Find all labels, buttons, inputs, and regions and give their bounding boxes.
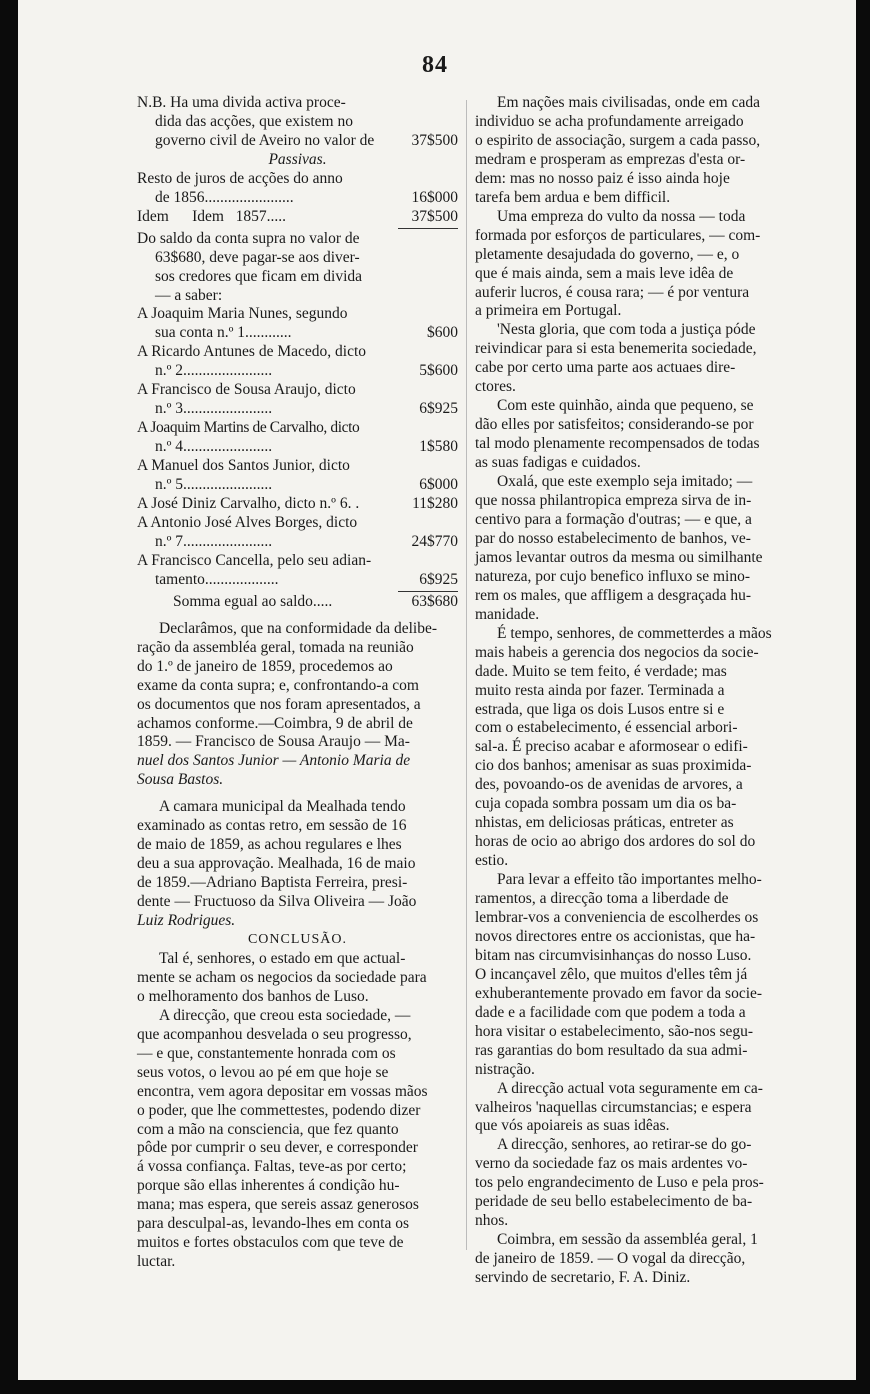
text-line: centivo para a formação d'outras; — e que, a xyxy=(475,510,752,528)
text-line: Coimbra, em sessão da assembléa geral, 1 xyxy=(497,1231,758,1249)
scan-edge-bottom xyxy=(0,1380,870,1394)
creditor-list xyxy=(137,305,458,611)
camara-line: A camara municipal da Mealhada tendo xyxy=(159,798,406,816)
direccao-line: encontra, vem agora depositar em vossas mãos xyxy=(137,1082,428,1100)
direccao-line: mana; mas espera, que sereis assaz generosos xyxy=(137,1196,419,1214)
declaramos-line: nuel dos Santos Junior — Antonio Maria de xyxy=(137,752,411,770)
text-line: Em nações mais civilisadas, onde em cada xyxy=(497,94,760,111)
text-line: nistração. xyxy=(475,1060,535,1078)
text-line: O incançavel zêlo, que muitos d'elles têm já xyxy=(475,965,748,983)
text-line: A direcção, senhores, ao retirar-se do go- xyxy=(497,1136,752,1154)
text-line: nhos. xyxy=(475,1212,509,1230)
creditor-name: A Joaquim Martins de Carvalho, dicto xyxy=(137,419,360,437)
text-line: Uma empreza do vulto da nossa — toda xyxy=(497,207,746,225)
text-line: ctores. xyxy=(475,378,516,396)
text-line: cabe por certo uma parte aos actuaes dire- xyxy=(475,359,736,377)
creditor-row xyxy=(137,571,458,590)
creditor-row xyxy=(137,495,458,514)
text-line: reivindicar para si esta benemerita sociedade, xyxy=(475,340,757,358)
creditor-entry xyxy=(137,419,458,457)
creditor-detail: n.º 3....................... xyxy=(155,400,273,418)
creditor-name: A José Diniz Carvalho, dicto n.º 6. . xyxy=(137,495,360,513)
creditor-entry xyxy=(137,305,458,343)
saldo-line: Do saldo da conta supra no valor de xyxy=(137,229,360,247)
nb-line-1: N.B. Ha uma divida activa proce- xyxy=(137,94,346,111)
text-line: manidade. xyxy=(475,605,540,623)
direccao-line: porque são ellas inherentes á condição hu- xyxy=(137,1177,400,1195)
idem-row xyxy=(137,208,458,227)
text-line: com o estabelecimento, é essencial arbori- xyxy=(475,719,738,737)
text-line: par do nosso estabelecimento de banhos, ve- xyxy=(475,529,751,547)
text-line: medram e prosperam as emprezas d'esta or- xyxy=(475,150,746,168)
conclusao-line: Tal é, senhores, o estado em que actual- xyxy=(159,949,406,967)
declaramos-line: achamos conforme.—Coimbra, 9 de abril de xyxy=(137,714,413,732)
text-line: verno da sociedade faz os mais ardentes vo- xyxy=(475,1155,748,1173)
direccao-line: pôde por cumprir o seu dever, e corresponder xyxy=(137,1139,418,1157)
text-line: novos directores entre os accionistas, que ha- xyxy=(475,927,756,945)
direccao-paragraph xyxy=(137,1007,458,1272)
text-line: auferir lucros, é cousa rara; — é por ventura xyxy=(475,283,750,301)
nb-row xyxy=(137,132,458,151)
text-line: estrada, que liga os dois Lusos entre si e xyxy=(475,700,725,718)
right-column xyxy=(475,94,791,1288)
text-line: nhistas, em deliciosas práticas, entreter as xyxy=(475,814,734,832)
text-line: rem os males, que affligem a desgraçada hu- xyxy=(475,586,752,604)
creditor-detail: n.º 7....................... xyxy=(155,532,273,550)
text-line: des, povoando-os de avenidas de arvores, a xyxy=(475,776,743,794)
direccao-line: — e que, constantemente honrada com os xyxy=(137,1044,396,1062)
saldo-line: — a saber: xyxy=(155,286,223,304)
text-line: mais habeis a gerencia dos negocios da socie- xyxy=(475,643,759,661)
creditor-row xyxy=(137,438,458,457)
conclusao-paragraph xyxy=(137,950,458,1007)
camara-line: examinado as contas retro, em sessão de 16 xyxy=(137,817,407,835)
resto-line-1: Resto de juros de acções do anno xyxy=(137,169,343,187)
text-line: individuo se acha profundamente arreigado xyxy=(475,112,744,130)
resto-line-2: de 1856....................... xyxy=(155,188,294,206)
declaramos-line: 1859. — Francisco de Sousa Araujo — Ma- xyxy=(137,733,410,751)
creditor-detail: sua conta n.º 1............ xyxy=(155,324,292,342)
creditor-amount: 11$280 xyxy=(412,495,458,513)
camara-line: Luiz Rodrigues. xyxy=(137,912,236,930)
direccao-line: á vossa confiança. Faltas, teve-as por certo; xyxy=(137,1158,407,1176)
declaramos-paragraph xyxy=(137,620,458,791)
resto-amount: 16$000 xyxy=(411,188,458,206)
declaramos-line: ração da assembléa geral, tomada na reunião xyxy=(137,638,414,656)
page-number: 84 xyxy=(422,52,448,78)
text-line: exhuberantemente provado em favor da socie- xyxy=(475,984,763,1002)
creditor-amount: 24$770 xyxy=(411,532,458,550)
direccao-line: com a mão na consciencia, que fez quanto xyxy=(137,1120,399,1138)
text-line: muito resta ainda por fazer. Terminada a xyxy=(475,681,725,699)
paragraph-tempo xyxy=(475,625,791,871)
saldo-line: sos credores que ficam em divida xyxy=(155,267,363,285)
declaramos-line: Declarâmos, que na conformidade da delibe- xyxy=(159,619,438,637)
text-line: ramentos, a direcção toma a liberdade de xyxy=(475,890,729,908)
text-line: sal-a. É preciso acabar e aformosear o edifi- xyxy=(475,738,748,756)
text-line: jamos levantar outros da mesma ou similhante xyxy=(475,548,763,566)
text-line: estio. xyxy=(475,852,509,870)
text-line: dade. Muito se tem feito, é verdade; mas xyxy=(475,662,727,680)
creditor-row xyxy=(137,533,458,552)
creditor-row xyxy=(137,476,458,495)
text-line: o espirito de associação, surgem a cada passo, xyxy=(475,131,761,149)
text-line: 'Nesta gloria, que com toda a justiça póde xyxy=(497,321,756,339)
somma-row xyxy=(137,593,458,612)
direccao-line: o poder, que lhe commettestes, podendo dizer xyxy=(137,1101,421,1119)
text-line: pletamente desajudada do governo, — e, o xyxy=(475,245,740,263)
nb-amount: 37$500 xyxy=(411,131,458,149)
creditor-entry xyxy=(137,457,458,495)
paragraph-retirar xyxy=(475,1136,791,1231)
column-divider xyxy=(466,100,467,1250)
paragraph-gloria xyxy=(475,321,791,397)
total-rule xyxy=(398,591,458,592)
text-line: dem: mas no nosso paiz é isso ainda hoje xyxy=(475,169,730,187)
camara-line: deu a sua approvação. Mealhada, 16 de maio xyxy=(137,855,416,873)
conclusao-line: mente se acham os negocios da sociedade para xyxy=(137,968,427,986)
creditor-entry xyxy=(137,381,458,419)
text-line: de janeiro de 1859. — O vogal da direcção, xyxy=(475,1250,746,1268)
text-line: Com este quinhão, ainda que pequeno, se xyxy=(497,397,754,415)
creditor-detail: n.º 4....................... xyxy=(155,438,273,456)
creditor-row xyxy=(137,324,458,343)
creditor-entry xyxy=(137,552,458,590)
creditor-amount: 6$925 xyxy=(419,570,458,588)
nb-line-2: dida das acções, que existem no xyxy=(155,112,353,130)
text-line: peridade de seu bello estabelecimento de ba- xyxy=(475,1193,753,1211)
camara-line: dente — Fructuoso da Silva Oliveira — João xyxy=(137,893,417,911)
sum-rule xyxy=(398,228,458,229)
creditor-amount: 1$580 xyxy=(419,438,458,456)
creditor-row xyxy=(137,362,458,381)
paragraph-signature xyxy=(475,1231,791,1288)
text-line: A direcção actual vota seguramente em ca- xyxy=(497,1079,763,1097)
creditor-entry xyxy=(137,343,458,381)
creditor-row xyxy=(137,400,458,419)
text-line: as suas fadigas e cuidados. xyxy=(475,454,641,472)
text-line: que é mais ainda, sem a mais leve idêa de xyxy=(475,264,734,282)
text-line: a primeira em Portugal. xyxy=(475,302,622,320)
creditor-amount: 5$600 xyxy=(419,362,458,380)
paragraph-melhoramentos xyxy=(475,871,791,1079)
paragraph-quinhao xyxy=(475,397,791,473)
text-line: servindo de secretario, F. A. Diniz. xyxy=(475,1269,691,1287)
text-line: horas de ocio ao abrigo dos ardores do sol do xyxy=(475,833,756,851)
left-column xyxy=(137,94,458,1272)
paragraph-vota xyxy=(475,1080,791,1137)
creditor-name: A Ricardo Antunes de Macedo, dicto xyxy=(137,343,367,361)
conclusao-line: o melhoramento dos banhos de Luso. xyxy=(137,987,369,1005)
text-line: que nossa philantropica empreza sirva de in- xyxy=(475,492,752,510)
direccao-line: seus votos, o levou ao pé em que hoje se xyxy=(137,1063,389,1081)
creditor-name: A Antonio José Alves Borges, dicto xyxy=(137,513,358,531)
spacer xyxy=(137,790,458,798)
creditor-name: A Joaquim Maria Nunes, segundo xyxy=(137,305,348,323)
declaramos-line: os documentos que nos foram apresentados, a xyxy=(137,695,421,713)
nb-line-3: governo civil de Aveiro no valor de xyxy=(155,131,375,149)
conclusao-heading: CONCLUSÃO. xyxy=(247,931,348,947)
creditor-amount: 6$925 xyxy=(419,400,458,418)
passivas-heading: Passivas. xyxy=(268,150,327,168)
somma-amount: 63$680 xyxy=(411,592,458,610)
declaramos-line: Sousa Bastos. xyxy=(137,771,224,789)
resto-row xyxy=(137,189,458,208)
scan-edge-right xyxy=(856,0,870,1394)
direccao-line: que acompanhou desvelada o seu progresso, xyxy=(137,1025,412,1043)
spacer xyxy=(137,612,458,620)
text-line: É tempo, senhores, de commetterdes a mãos xyxy=(497,624,772,642)
text-line: ras garantias do bom resultado da sua admi- xyxy=(475,1041,748,1059)
text-line: tarefa bem ardua e bem difficil. xyxy=(475,188,671,206)
paragraph-oxala xyxy=(475,473,791,625)
direccao-line: A direcção, que creou esta sociedade, — xyxy=(159,1006,411,1024)
text-line: Oxalá, que este exemplo seja imitado; — xyxy=(497,473,753,491)
paragraph-nacoes xyxy=(475,94,791,208)
creditor-amount: $600 xyxy=(427,324,458,342)
scan-edge-left xyxy=(0,0,18,1394)
declaramos-line: do 1.º de janeiro de 1859, procedemos ao xyxy=(137,657,393,675)
camara-line: de maio de 1859, as achou regulares e lhes xyxy=(137,836,402,854)
creditor-name: A Francisco Cancella, pelo seu adian- xyxy=(137,551,372,569)
text-line: Para levar a effeito tão importantes melho- xyxy=(497,871,762,889)
creditor-entry xyxy=(137,514,458,552)
somma-label: Somma egual ao saldo..... xyxy=(173,592,333,610)
saldo-line: 63$680, deve pagar-se aos diver- xyxy=(155,248,360,266)
text-line: tal modo plenamente recompensados de todas xyxy=(475,435,760,453)
text-line: valheiros 'naquellas circumstancias; e espera xyxy=(475,1098,752,1116)
text-line: formada por esforços de particulares, — com- xyxy=(475,226,761,244)
creditor-detail: n.º 2....................... xyxy=(155,362,273,380)
paragraph-empreza xyxy=(475,208,791,322)
idem-text: Idem Idem 1857..... xyxy=(137,207,286,225)
camara-paragraph xyxy=(137,798,458,931)
creditor-name: A Manuel dos Santos Junior, dicto xyxy=(137,457,350,475)
saldo-paragraph xyxy=(137,230,458,306)
text-line: dão elles por satisfeitos; considerando-se por xyxy=(475,416,754,434)
text-line: natureza, por cujo benefico influxo se mino- xyxy=(475,567,751,585)
camara-line: de 1859.—Adriano Baptista Ferreira, presi- xyxy=(137,874,408,892)
resto-entry xyxy=(137,170,458,229)
text-line: cio dos banhos; amenisar as suas proximida- xyxy=(475,757,752,775)
text-line: bitam nas circumvisinhanças do nosso Luso. xyxy=(475,946,752,964)
text-line: cuja copada sombra possam um dia os ba- xyxy=(475,795,737,813)
direccao-line: luctar. xyxy=(137,1253,176,1271)
creditor-detail: tamento................... xyxy=(155,570,279,588)
creditor-amount: 6$000 xyxy=(419,476,458,494)
text-line: que vós apoiareis as suas idêas. xyxy=(475,1117,670,1135)
text-line: lembrar-vos a conveniencia de escolherdes os xyxy=(475,908,759,926)
idem-amount: 37$500 xyxy=(411,207,458,225)
creditor-entry xyxy=(137,495,458,514)
declaramos-line: exame da conta supra; e, confrontando-a com xyxy=(137,676,419,694)
direccao-line: para desculpal-as, levando-lhes em conta os xyxy=(137,1215,410,1233)
text-line: hora visitar o estabelecimento, são-nos segu- xyxy=(475,1022,754,1040)
creditor-detail: n.º 5....................... xyxy=(155,476,273,494)
text-line: tos pelo engrandecimento de Luso e pela pros- xyxy=(475,1174,764,1192)
creditor-name: A Francisco de Sousa Araujo, dicto xyxy=(137,381,356,399)
text-line: dade e a facilidade com que podem a toda a xyxy=(475,1003,746,1021)
direccao-line: muitos e fortes obstaculos com que teve de xyxy=(137,1234,404,1252)
nb-entry xyxy=(137,94,458,151)
